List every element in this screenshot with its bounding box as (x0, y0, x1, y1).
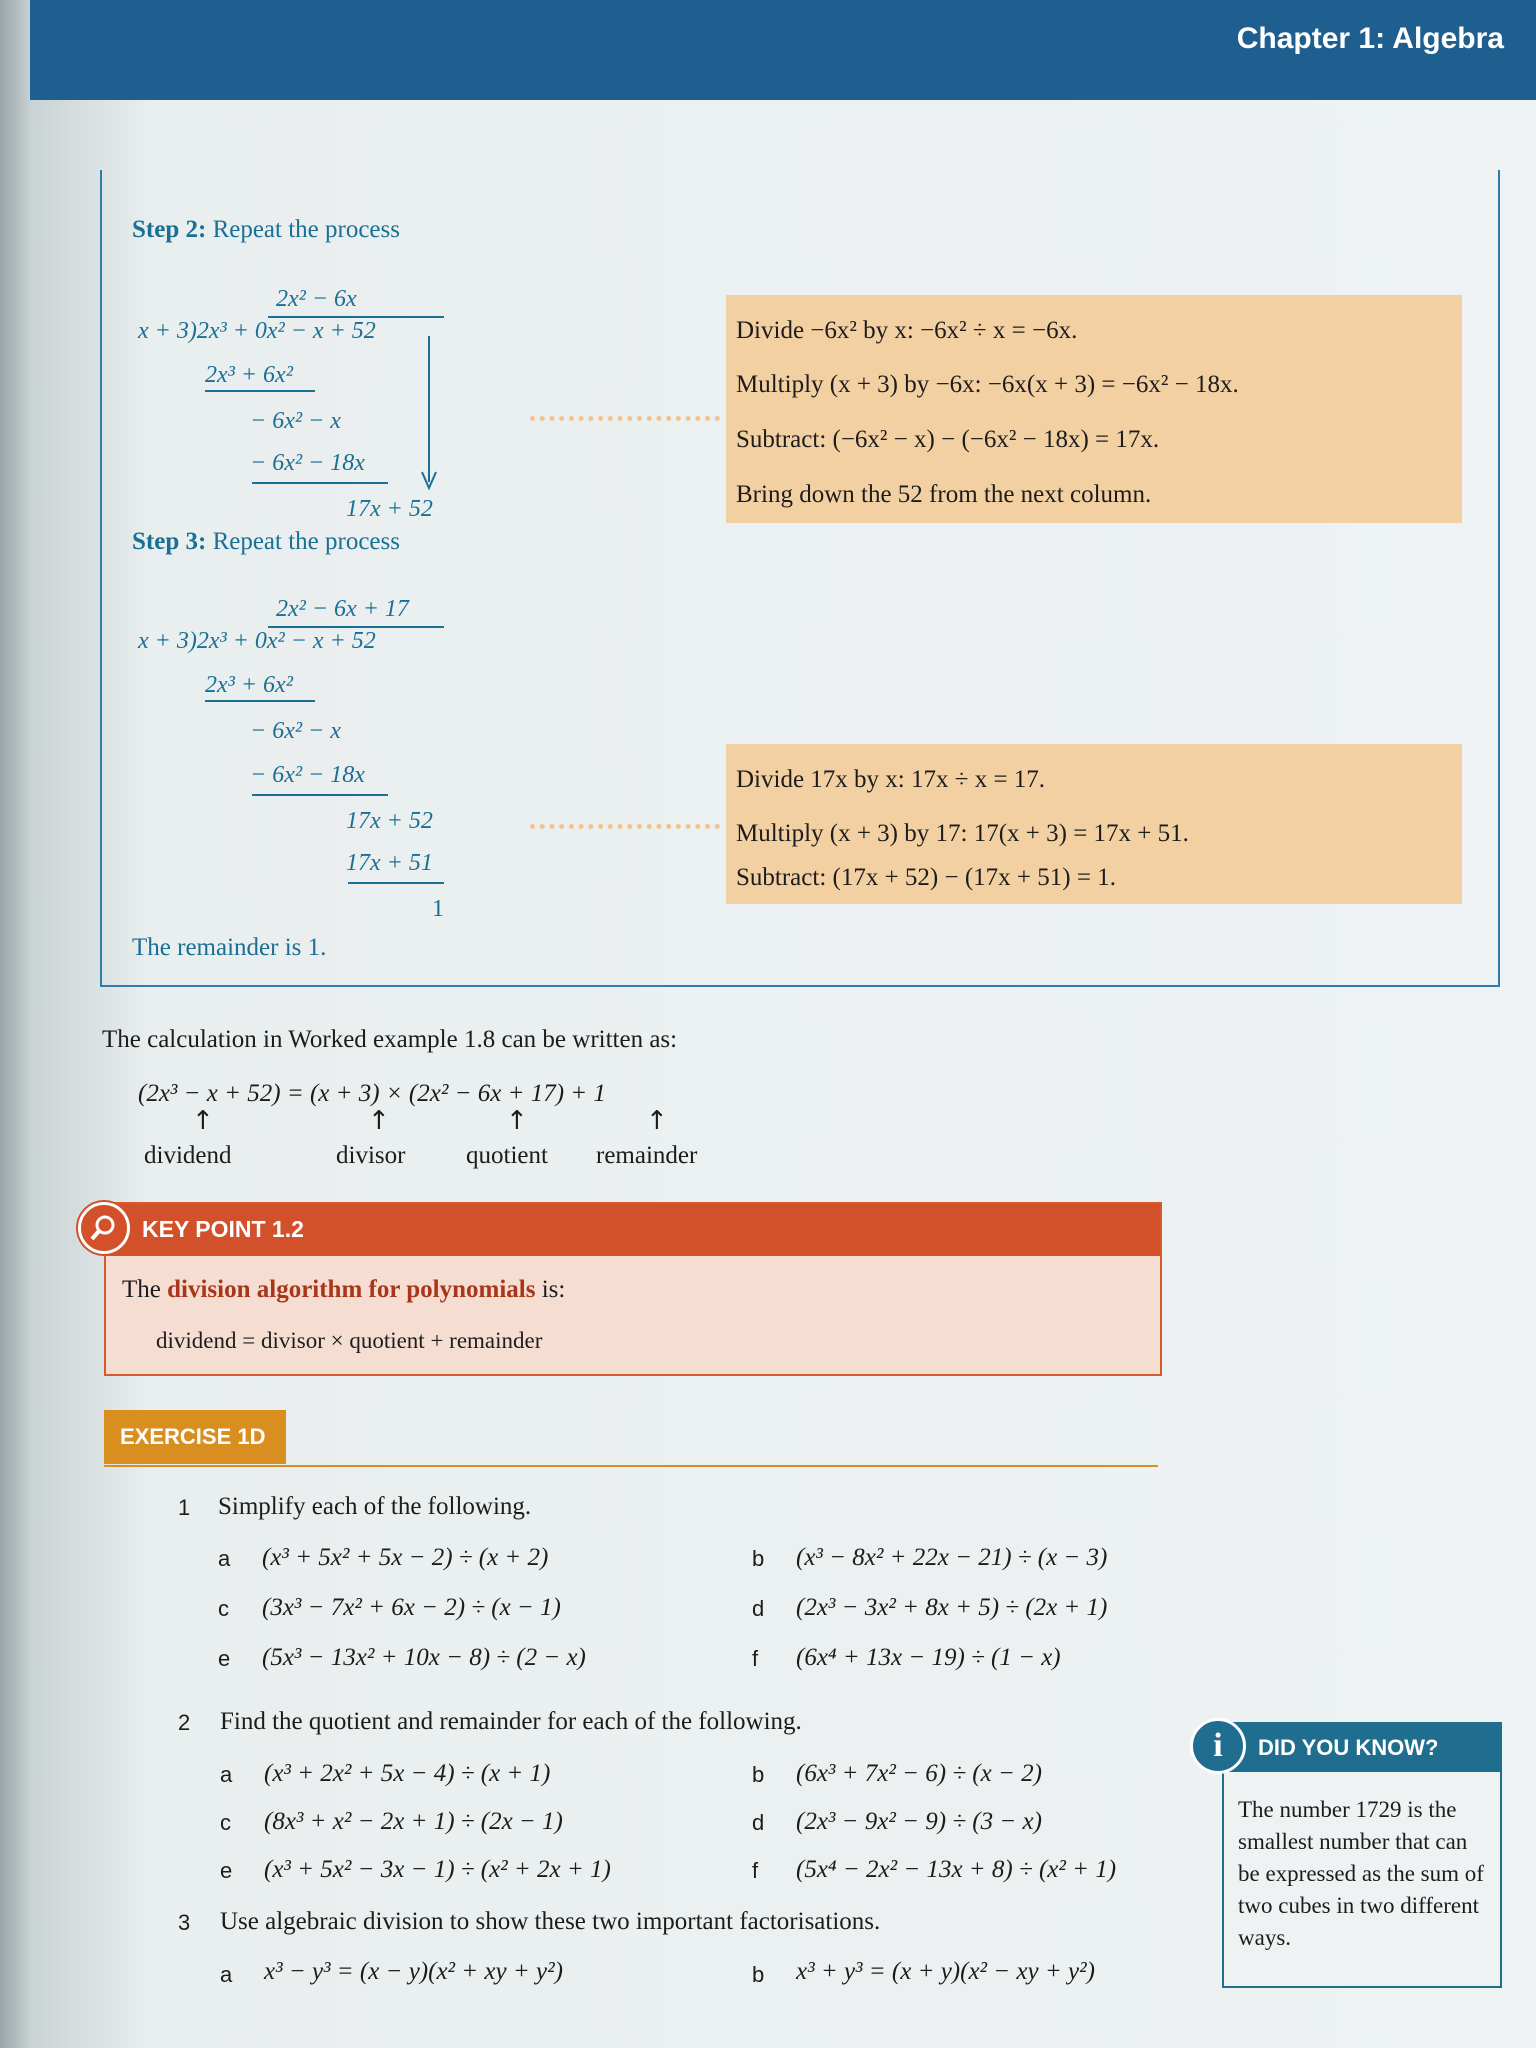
q3-letter-a: a (220, 1962, 233, 1987)
step2-label (132, 216, 400, 244)
step2-row2: − 6x² − x (250, 408, 341, 434)
step3-divisor-dividend: x + 3)2x³ + 0x² − x + 52 (138, 628, 376, 654)
q1-letter-f: f (752, 1646, 759, 1671)
step3-row1: 2x³ + 6x² (205, 672, 293, 698)
step3-label-rest: Repeat the process (212, 528, 400, 555)
q1-expr-a: (x³ + 5x² + 5x − 2) ÷ (x + 2) (262, 1544, 549, 1571)
step2-label-rest: Repeat the process (212, 216, 400, 243)
q3-letter-b: b (752, 1962, 765, 1987)
q1-letter-b: b (752, 1546, 765, 1571)
key-point-formula: dividend = divisor × quotient + remainder (156, 1328, 543, 1353)
arrow-quotient-icon: ↑ (506, 1106, 528, 1136)
label-remainder: remainder (596, 1142, 698, 1169)
q1-text: Simplify each of the following. (218, 1493, 532, 1520)
step3-row3: − 6x² − 18x (250, 762, 365, 788)
q3-expr-a: x³ − y³ = (x − y)(x² + xy + y²) (264, 1958, 563, 1985)
q3-number: 3 (178, 1910, 191, 1935)
step3-row6: 1 (432, 896, 444, 922)
q2-expr-f: (5x⁴ − 2x² − 13x + 8) ÷ (x² + 1) (796, 1856, 1117, 1883)
q2-expr-b: (6x³ + 7x² − 6) ÷ (x − 2) (796, 1760, 1042, 1787)
step3-label-bold: Step 3: (132, 528, 207, 555)
arrow-dividend-icon: ↑ (192, 1106, 214, 1136)
q1-expr-e: (5x³ − 13x² + 10x − 8) ÷ (2 − x) (262, 1644, 586, 1671)
step3-note-2: Multiply (x + 3) by 17: 17(x + 3) = 17x + 51. (736, 820, 1189, 847)
book-spine (0, 0, 30, 2048)
q2-letter-f: f (752, 1858, 759, 1883)
step2-dots (530, 416, 720, 421)
step2-line1 (205, 390, 315, 392)
q2-letter-b: b (752, 1762, 765, 1787)
step2-note-3: Subtract: (−6x² − x) − (−6x² − 18x) = 17x. (736, 426, 1160, 453)
step2-line2 (252, 482, 388, 484)
key-point-line1-pre: The (122, 1276, 168, 1303)
exercise-tab (104, 1410, 286, 1464)
step2-note-2: Multiply (x + 3) by −6x: −6x(x + 3) = −6x² − 18x. (736, 371, 1239, 398)
step2-row4: 17x + 52 (346, 496, 433, 522)
label-quotient: quotient (466, 1142, 548, 1169)
q1-expr-d: (2x³ − 3x² + 8x + 5) ÷ (2x + 1) (796, 1594, 1108, 1621)
step3-notes-box (726, 744, 1462, 904)
info-icon: i (1190, 1718, 1246, 1774)
calc-intro: The calculation in Worked example 1.8 can be written as: (102, 1026, 678, 1053)
q2-expr-a: (x³ + 2x² + 5x − 4) ÷ (x + 1) (264, 1760, 551, 1787)
q2-expr-d: (2x³ − 9x² − 9) ÷ (3 − x) (796, 1808, 1042, 1835)
step3-label (132, 528, 400, 556)
key-point-title: KEY POINT 1.2 (142, 1216, 304, 1242)
arrow-remainder-icon: ↑ (646, 1106, 668, 1136)
label-dividend: dividend (144, 1142, 232, 1169)
q3-expr-b: x³ + y³ = (x + y)(x² − xy + y²) (796, 1958, 1095, 1985)
q1-letter-e: e (218, 1646, 231, 1671)
label-divisor: divisor (336, 1142, 406, 1169)
q1-expr-b: (x³ − 8x² + 22x − 21) ÷ (x − 3) (796, 1544, 1108, 1571)
did-you-know-text: The number 1729 is the smallest number that can be expressed as the sum of two cubes in two different ways. (1238, 1797, 1484, 1950)
q2-number: 2 (178, 1710, 191, 1735)
q1-letter-a: a (218, 1546, 231, 1571)
did-you-know-box (1222, 1722, 1502, 1988)
q1-letter-c: c (218, 1596, 229, 1621)
step3-note-1: Divide 17x by x: 17x ÷ x = 17. (736, 766, 1046, 793)
key-point-box (104, 1202, 1162, 1376)
calc-equation: (2x³ − x + 52) = (x + 3) × (2x² − 6x + 17) + 1 (138, 1080, 606, 1107)
q2-letter-c: c (220, 1810, 231, 1835)
step3-row2: − 6x² − x (250, 718, 341, 744)
step3-row5: 17x + 51 (346, 850, 433, 876)
step3-line3 (348, 882, 444, 884)
step3-dots (530, 824, 720, 829)
q1-number: 1 (178, 1495, 191, 1520)
step2-notes-box (726, 295, 1462, 523)
step3-row4: 17x + 52 (346, 808, 433, 834)
q2-text: Find the quotient and remainder for each of the following. (220, 1708, 802, 1735)
exercise-rule (104, 1465, 1158, 1467)
step2-note-4: Bring down the 52 from the next column. (736, 481, 1152, 508)
q3-text: Use algebraic division to show these two important factorisations. (220, 1908, 881, 1935)
chapter-header (30, 0, 1536, 100)
q2-letter-a: a (220, 1762, 233, 1787)
step3-note-3: Subtract: (17x + 52) − (17x + 51) = 1. (736, 864, 1116, 891)
magnifier-icon (78, 1202, 130, 1254)
q1-expr-c: (3x³ − 7x² + 6x − 2) ÷ (x − 1) (262, 1594, 561, 1621)
step2-bringdown-arrow (418, 336, 440, 492)
key-point-line1 (122, 1276, 565, 1304)
step3-quotient: 2x² − 6x + 17 (276, 596, 409, 622)
step2-quotient: 2x² − 6x (276, 286, 357, 312)
step2-divisor-dividend: x + 3)2x³ + 0x² − x + 52 (138, 318, 376, 344)
did-you-know-title: DID YOU KNOW? (1258, 1735, 1439, 1760)
q2-letter-e: e (220, 1858, 233, 1883)
q1-expr-f: (6x⁴ + 13x − 19) ÷ (1 − x) (796, 1644, 1061, 1671)
key-point-line1-post: is: (535, 1276, 566, 1303)
q2-expr-e: (x³ + 5x² − 3x − 1) ÷ (x² + 2x + 1) (264, 1856, 611, 1883)
remainder-text: The remainder is 1. (132, 934, 327, 961)
key-point-header (106, 1204, 1160, 1256)
q2-letter-d: d (752, 1810, 765, 1835)
step3-line2 (252, 794, 388, 796)
step2-row1: 2x³ + 6x² (205, 362, 293, 388)
step3-line1 (205, 700, 315, 702)
step2-label-bold: Step 2: (132, 216, 207, 243)
key-point-term: division algorithm for polynomials (167, 1276, 536, 1303)
q2-expr-c: (8x³ + x² − 2x + 1) ÷ (2x − 1) (264, 1808, 563, 1835)
step2-row3: − 6x² − 18x (250, 450, 365, 476)
did-you-know-header (1224, 1724, 1500, 1772)
arrow-divisor-icon: ↑ (368, 1106, 390, 1136)
step2-note-1: Divide −6x² by x: −6x² ÷ x = −6x. (736, 317, 1078, 344)
exercise-title: EXERCISE 1D (120, 1424, 266, 1449)
q1-letter-d: d (752, 1596, 765, 1621)
chapter-title: Chapter 1: Algebra (1236, 22, 1504, 55)
